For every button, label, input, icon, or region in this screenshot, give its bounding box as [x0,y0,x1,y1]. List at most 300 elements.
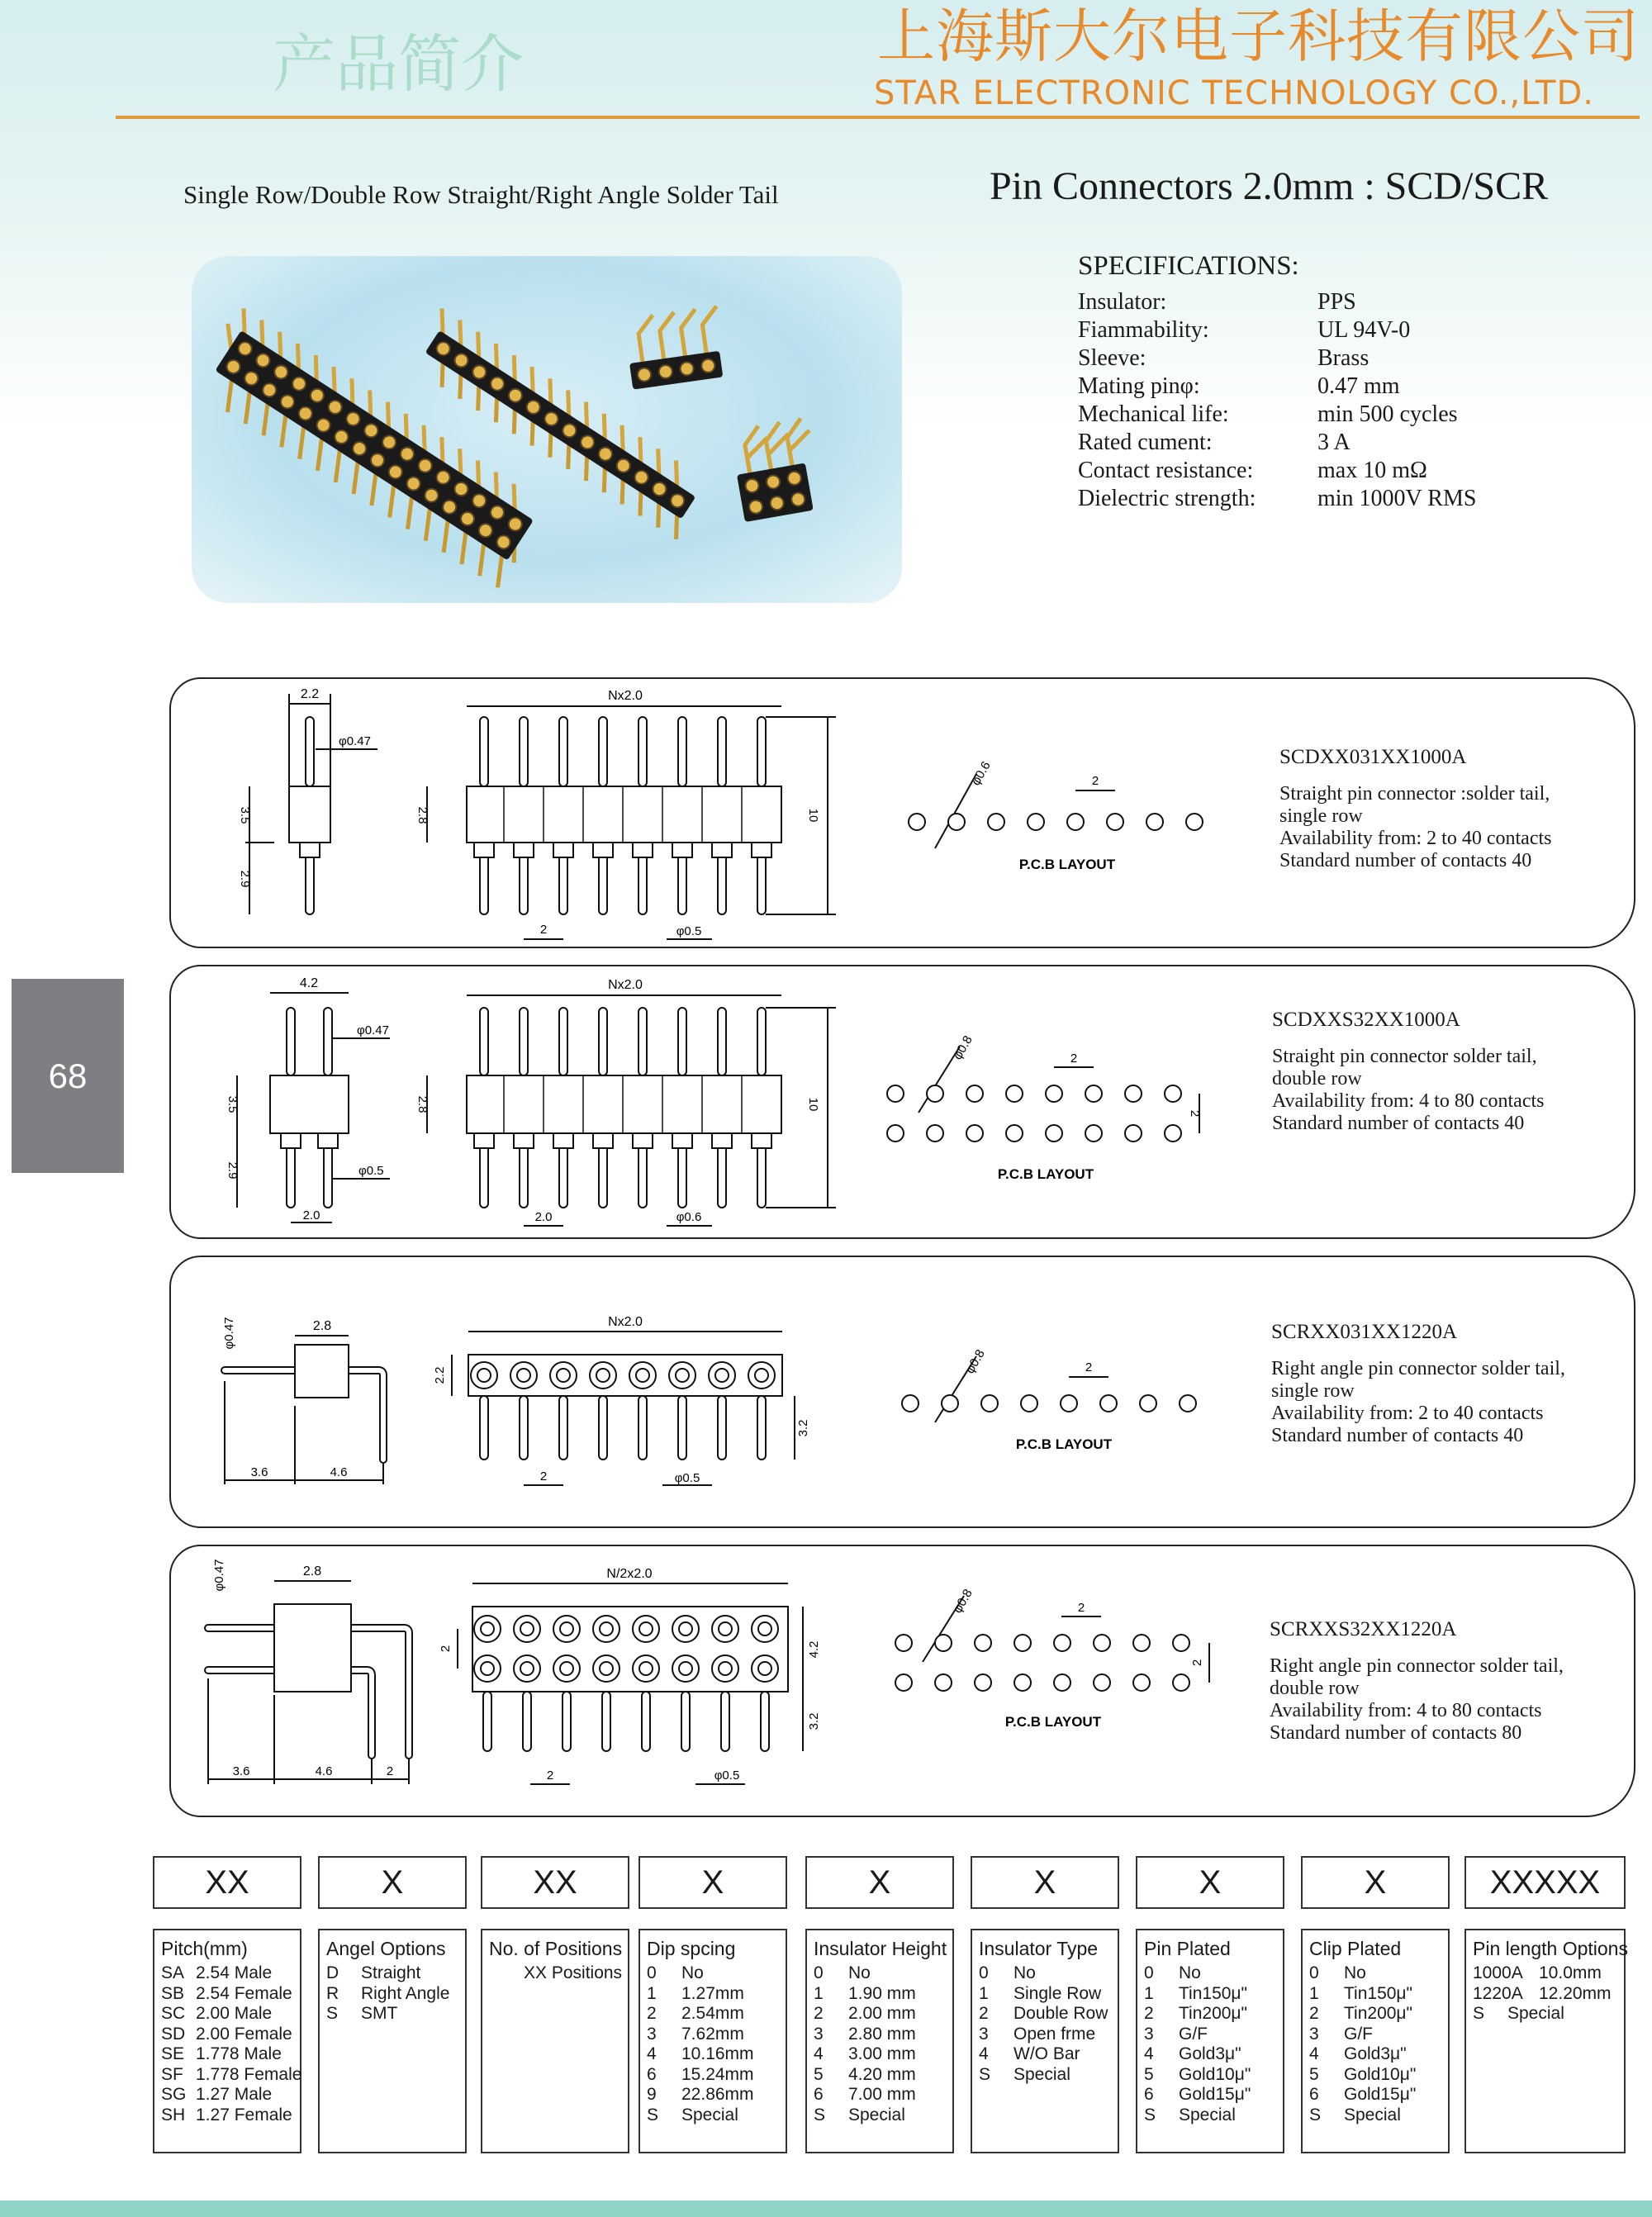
option-item [1473,1963,1624,1984]
pcb-hole [1085,1085,1102,1102]
dim-pitch: 2 [539,1469,548,1484]
company-name-cn: 上海斯大尔电子科技有限公司 [877,2,1640,70]
option-key: 1 [1309,1983,1319,2003]
contact-hole [715,1369,729,1382]
code-segment: X [318,1856,467,1909]
option-key: 4 [1144,2044,1154,2063]
option-key: 2 [647,2004,657,2023]
dim-total-height: 10 [806,808,820,823]
product-title: Pin Connectors 2.0mm : SCD/SCR [990,164,1549,208]
option-item [979,2044,1118,2065]
option-value: G/F [1344,2024,1373,2044]
option-key: S [1309,2105,1322,2124]
pin [599,1396,607,1460]
dim-body-height: 2.2 [433,1366,447,1384]
pin [757,1008,766,1075]
option-value: Special [1179,2105,1236,2124]
option-key [489,1963,524,1984]
option-key: 1 [647,1983,657,2003]
dim-hole-diameter: φ0.8 [950,1033,976,1062]
option-key: SB [161,1983,185,2003]
contact-hole [477,1369,491,1382]
dim-side-width: 2.2 [300,687,320,701]
dim-pin-diameter: φ0.47 [357,1023,389,1037]
option-value: 2.00 Male [196,2004,273,2023]
option-item [1309,1963,1448,1984]
pin [559,1396,567,1460]
pcb-hole [942,1395,958,1412]
standard-contacts: Standard number of contacts 40 [1271,1425,1524,1446]
option-key: S [814,2105,826,2124]
standard-contacts: Standard number of contacts 40 [1279,850,1532,871]
option-title: Pitch(mm) [161,1938,248,1959]
pcb-hole [1125,1125,1142,1142]
dim-tail-length: 3.2 [796,1419,810,1437]
product-panel-scd-single [169,677,1635,948]
contact-hole [639,1662,653,1675]
pcb-hole [1046,1085,1062,1102]
pcb-hole [975,1674,991,1691]
dim-body-height: 2.8 [415,806,430,824]
option-item [1144,2025,1283,2045]
option-item [979,2004,1118,2025]
option-value: 2.54mm [681,2004,744,2023]
option-item [647,2044,786,2065]
pcb-layout-label: P.C.B LAYOUT [1015,1436,1113,1452]
option-value: 1.778 Male [196,2044,282,2063]
insulator-body [274,1604,351,1692]
pin [563,1692,571,1751]
page-number-tab [12,979,124,1173]
option-value: 1.90 mm [848,1983,916,2003]
option-item [814,2105,952,2126]
pcb-hole [909,814,925,830]
option-value: No [1344,1963,1366,1982]
option-value: 1.27mm [681,1983,744,2003]
description-line: Right angle pin connector solder tail, [1271,1358,1565,1379]
availability: Availability from: 2 to 40 contacts [1271,1403,1544,1424]
dim-tail-length: 3.2 [807,1712,821,1730]
option-value: XX Positions [524,1963,623,1982]
dim-pitch: 2 [539,923,548,937]
dim-side-width: 2.8 [302,1564,322,1578]
dim-tail-diameter: φ0.6 [676,1210,702,1224]
spec-value: min 1000V RMS [1317,486,1477,511]
option-key: S [326,2004,339,2023]
dim-height-2: 2.9 [238,870,252,888]
contact-hole [560,1622,573,1635]
option-value: Gold10μ" [1179,2064,1251,2084]
option-item [979,1984,1118,2005]
option-key: 0 [647,1963,657,1982]
pcb-hole [1014,1635,1031,1651]
option-item [814,1984,952,2005]
option-item [979,2065,1118,2086]
pin [559,717,567,786]
option-value: 1.27 Female [196,2105,292,2124]
pcb-hole [1125,1085,1142,1102]
pcb-hole [1133,1635,1150,1651]
pin [638,1396,647,1460]
option-item [647,2105,786,2126]
option-value: 7.62mm [681,2024,744,2044]
option-box [971,1929,1119,2153]
pcb-hole [966,1125,983,1142]
option-item [1144,2065,1283,2086]
spec-label: Mating pinφ: [1078,373,1200,399]
dim-hole-diameter: φ0.8 [962,1347,988,1376]
option-key: 5 [1144,2064,1154,2084]
option-value: Special [1014,2064,1070,2084]
pcb-layout-label: P.C.B LAYOUT [997,1166,1094,1182]
option-key: 6 [1144,2085,1154,2104]
option-key: 3 [814,2024,824,2044]
pin-collar [633,1133,653,1148]
dim-body-height: 4.2 [807,1640,821,1659]
option-key: SH [161,2105,186,2124]
pin-collar [593,1133,613,1148]
option-item [326,1984,465,2005]
option-item [1144,1984,1283,2005]
product-description [1272,1008,1544,1135]
dim-length: Nx2.0 [608,689,643,703]
option-key: S [647,2105,659,2124]
option-value: W/O Bar [1014,2044,1080,2063]
spec-row [1078,430,1351,456]
contact-hole [755,1369,768,1382]
option-key: 1 [1144,1983,1154,2003]
pcb-hole [1061,1395,1077,1412]
pin [638,717,647,786]
code-segment: XX [481,1856,629,1909]
pin [599,717,607,786]
pcb-hole [895,1635,912,1651]
pin [480,717,488,786]
spec-row [1078,486,1477,512]
option-key: 3 [1144,2024,1154,2044]
pin [520,717,528,786]
pcb-hole [1067,814,1084,830]
option-value: 22.86mm [681,2085,754,2104]
contact-hole [557,1369,570,1382]
dim-pin-diameter: φ0.47 [212,1559,226,1592]
spec-row [1078,401,1458,428]
option-value: Double Row [1014,2004,1108,2023]
option-key: 5 [814,2064,824,2084]
pin [483,1692,491,1751]
pcb-hole [966,1085,983,1102]
contact-hole [676,1369,689,1382]
pcb-hole [948,814,965,830]
option-value: No [681,1963,704,1982]
spec-value: UL 94V-0 [1317,317,1411,343]
option-key: 2 [979,2004,989,2023]
option-key: 4 [979,2044,989,2063]
pcb-hole [927,1085,943,1102]
pin-collar [553,1133,573,1148]
option-item [1473,2004,1624,2025]
spec-value: min 500 cycles [1317,401,1458,427]
pcb-layout-label: P.C.B LAYOUT [1004,1714,1102,1730]
description-line: Straight pin connector :solder tail, [1279,783,1550,805]
option-key: SC [161,2004,186,2023]
pin [480,1008,488,1075]
option-value: Special [681,2105,738,2124]
availability: Availability from: 2 to 40 contacts [1279,828,1552,849]
pin-collar [281,1133,301,1148]
option-value: Tin150μ" [1179,1983,1247,2003]
contact-hole [639,1622,653,1635]
pin-collar [300,843,320,857]
option-title: Dip spcing [647,1938,736,1959]
option-value: Special [1344,2105,1401,2124]
option-key: 0 [1144,1963,1154,1982]
pcb-hole [1186,814,1203,830]
option-item [1309,2044,1448,2065]
dim-hole-diameter: φ0.8 [950,1587,976,1616]
insulator-body [289,786,330,843]
pcb-hole [1165,1125,1181,1142]
availability: Availability from: 4 to 80 contacts [1272,1090,1545,1112]
code-segment: X [1136,1856,1284,1909]
option-value: 1.27 Male [196,2085,273,2104]
option-key: 6 [1309,2085,1319,2104]
option-value: Single Row [1014,1983,1102,2003]
option-value: 2.54 Male [196,1963,273,1982]
option-key: 3 [1309,2024,1319,2044]
option-key: SA [161,1963,185,1982]
connector-photo-illustration [192,256,902,603]
option-value: Straight [361,1963,421,1982]
option-value: Tin200μ" [1179,2004,1247,2023]
pcb-hole [887,1085,904,1102]
pin-collar [593,843,613,857]
dim-pcb-pitch: 2 [1070,1052,1078,1066]
option-item [1144,2004,1283,2025]
option-item [814,2004,952,2025]
pcb-hole [1085,1125,1102,1142]
option-item [979,1963,1118,1984]
pin-collar [474,843,494,857]
gold-contact [700,358,715,373]
option-key: 3 [979,2024,989,2044]
pcb-hole [1133,1674,1150,1691]
option-key: SG [161,2085,187,2104]
dim-length-2: 4.6 [315,1764,333,1778]
option-item [161,2065,300,2086]
contact-hole [520,1622,534,1635]
product-panel-scr-single [169,1256,1635,1528]
option-box [638,1929,787,2153]
spec-value: 0.47 mm [1317,373,1400,399]
dim-pcb-pitch: 2 [1077,1601,1085,1615]
product-panel-scr-double [169,1545,1635,1817]
spec-value: Brass [1317,345,1370,371]
page-number: 68 [48,1056,88,1095]
section-title-cn: 产品简介 [273,27,524,101]
option-key: 9 [647,2085,657,2104]
spec-row [1078,289,1356,316]
header-divider [116,116,1640,119]
pin-collar [318,1133,338,1148]
dim-hole-diameter: φ0.6 [968,759,994,788]
product-photo [192,256,902,603]
option-value: Open frme [1014,2024,1096,2044]
option-key: R [326,1983,339,2003]
contact-hole [520,1662,534,1675]
option-item [1473,1984,1624,2005]
option-key: 1 [814,1983,824,2003]
option-title: Insulator Height [814,1938,947,1959]
gold-contact [680,361,695,376]
option-key: 2 [1309,2004,1319,2023]
product-description [1271,1320,1565,1447]
pin [718,717,726,786]
option-box [1464,1929,1626,2153]
pcb-hole [1107,814,1123,830]
option-title: Angel Options [326,1938,446,1959]
spec-label: Fiammability: [1078,317,1209,343]
pin [480,1396,488,1460]
product-code: SCRXX031XX1220A [1271,1321,1458,1343]
spec-row [1078,317,1411,344]
company-name-en: STAR ELECTRONIC TECHNOLOGY CO.,LTD. [874,74,1594,112]
standard-contacts: Standard number of contacts 40 [1272,1113,1525,1134]
option-title: No. of Positions [489,1938,623,1959]
option-value: Gold3μ" [1344,2044,1407,2063]
option-box [805,1929,954,2153]
contact-hole [481,1622,494,1635]
option-key: 4 [814,2044,824,2063]
code-segment: X [971,1856,1119,1909]
pin [757,717,766,786]
pcb-hole [981,1395,998,1412]
pcb-hole [927,1125,943,1142]
spec-label: Dielectric strength: [1078,486,1256,511]
option-value: Special [1507,2004,1564,2023]
pin [761,1692,769,1751]
option-value: No [848,1963,871,1982]
dim-length-1: 3.6 [232,1764,250,1778]
pin [638,1008,647,1075]
code-segment: X [638,1856,787,1909]
dim-height-1: 3.5 [238,806,252,824]
pcb-hole [988,814,1004,830]
spec-label: Mechanical life: [1078,401,1229,427]
option-value: Right Angle [361,1983,450,2003]
spec-row [1078,373,1400,400]
contact-hole [481,1662,494,1675]
option-box [153,1929,301,2153]
pcb-hole [1094,1674,1110,1691]
option-key: S [1473,2004,1485,2023]
pcb-hole [935,1674,952,1691]
option-key: 1000A [1473,1963,1523,1982]
contact-hole [636,1369,649,1382]
gold-contact [658,364,673,379]
spec-row [1078,345,1370,372]
pin [757,1396,766,1460]
option-item [979,2025,1118,2045]
contact-hole [679,1662,692,1675]
pcb-hole [1140,1395,1156,1412]
pcb-hole [1054,1635,1070,1651]
option-item [161,2044,300,2065]
contact-hole [600,1622,613,1635]
contact-hole [596,1369,610,1382]
dim-pin-diameter: φ0.47 [222,1317,236,1350]
pcb-hole [1006,1085,1023,1102]
option-value: 12.20mm [1539,1983,1612,2003]
option-item [1144,2105,1283,2126]
option-key: S [979,2064,991,2084]
standard-contacts: Standard number of contacts 80 [1270,1722,1522,1744]
pin [718,1396,726,1460]
option-item [814,2044,952,2065]
product-code: SCDXXS32XX1000A [1272,1009,1460,1031]
description-line: Straight pin connector solder tail, [1272,1046,1537,1067]
option-item [1144,2044,1283,2065]
insulator-body [270,1075,349,1133]
option-title: Clip Plated [1309,1938,1402,1959]
option-item [326,1963,465,1984]
pcb-hole [902,1395,919,1412]
option-value: 3.00 mm [848,2044,916,2063]
option-key: SD [161,2024,186,2044]
pin-collar [752,843,771,857]
pcb-hole [1180,1395,1196,1412]
spec-value: max 10 mΩ [1317,458,1427,483]
option-key: 1 [979,1983,989,2003]
option-key: 5 [1309,2064,1319,2084]
dim-pin-diameter: φ0.47 [339,734,371,748]
pcb-hole [975,1635,991,1651]
option-value: 2.80 mm [848,2024,916,2044]
option-key: 0 [979,1963,989,1982]
pcb-hole [1054,1674,1070,1691]
option-item [814,1963,952,1984]
option-key: 1220A [1473,1983,1523,2003]
dim-height-2: 2.9 [225,1161,240,1180]
pcb-hole [1028,814,1044,830]
specifications-heading: SPECIFICATIONS: [1078,251,1299,281]
product-panel-scd-double [169,965,1635,1239]
option-value: SMT [361,2004,398,2023]
description-line: single row [1279,805,1363,827]
option-value: G/F [1179,2024,1208,2044]
contact-hole [517,1369,530,1382]
description-line: double row [1270,1678,1360,1699]
option-key: 6 [647,2064,657,2084]
page-subtitle: Single Row/Double Row Straight/Right Angle Solder Tail [183,180,779,209]
spec-label: Rated cument: [1078,430,1213,455]
spec-label: Insulator: [1078,289,1167,315]
option-item [1309,2004,1448,2025]
pcb-hole [1046,1125,1062,1142]
pin [642,1692,650,1751]
description-line: single row [1271,1380,1355,1402]
dim-height-1: 3.5 [225,1095,240,1113]
option-value: No [1014,1963,1036,1982]
option-item [489,1963,628,1984]
option-title: Pin Plated [1144,1938,1231,1959]
pcb-hole [895,1674,912,1691]
pin-collar [672,1133,692,1148]
pcb-hole [935,1635,952,1651]
pin [559,1008,567,1075]
dim-body-height: 2.8 [415,1095,430,1113]
gold-contact [637,368,652,382]
